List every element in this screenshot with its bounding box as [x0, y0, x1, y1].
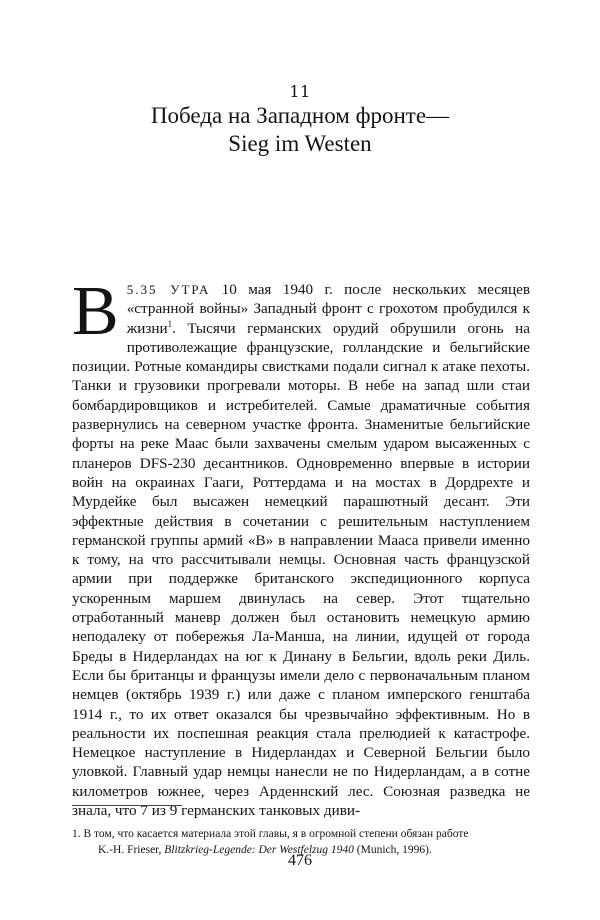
footnote-author: K.-H. Frieser,: [98, 844, 165, 856]
footnote-text: 1. В том, что касается материала этой главы, я в огромной степени обязан работе: [72, 828, 469, 840]
footnote-reference[interactable]: 1: [167, 318, 173, 329]
footnote-book-title: Blitzkrieg-Legende: Der Westfelzug 1940: [164, 844, 354, 856]
page-number: 476: [288, 852, 312, 869]
chapter-title: [0, 102, 600, 158]
drop-cap: В: [72, 273, 119, 350]
body-paragraph: [72, 273, 530, 820]
footnote-publication: (Munich, 1996).: [353, 844, 432, 856]
body-text-part2: . Тысячи германских орудий обрушили огонь на противолежащие французские, голландские и бельгийские позиции. Ротные командиры свистками подали сигнал к атаке пехоты. Танки и грузовики прогревали моторы. В небе на запад шли стаи бомбардировщиков и истребителей. Самые драматичные события развернулись на северном участке фронта. Знаменитые бельгийские форты на реке Маас были захвачены смелым ударом высаженных с планеров DFS-230 десантников. Одновременно впервые в истории войн на окраинах Гааги, Роттердама и на мостах в Дордрехте и Мурдейке был высажен немецкий парашютный десант. Эти эффектные действия в сочетании с решительным наступлением германской группы армий «В» в направлении Мааса привели именно к тому, на что рассчитывали немцы. Основная часть французской армии при поддержке британского экспедиционного корпуса ускоренным маршем двинулась на север. Этот тщательно отработанный маневр должен был остановить немецкую армию неподалеку от побережья Ла-Манша, на линии, идущей от города Бреды в Нидерландах на юг к Динану в Бельгии, вдоль реки Диль. Если бы британцы и французы имели дело с первоначальным планом немцев (октябрь 1939 г.) или даже с планом имперского генштаба 1914 г., то их ответ оказался бы чрезвычайно эффективным. Но в реальности их поспешная реакция стала прелюдией к катастрофе. Немецкое наступление в Нидерландах и Северной Бельгии было уловкой. Главный удар немцы нанесли не по Нидерландам, а в сотне километров южнее, через Арденнский лес. Союзная разведка не знала, что 7 из 9 германских танковых диви-: [72, 319, 530, 820]
time-marker: 5.35 УТРА: [126, 282, 211, 297]
chapter-number: 11: [289, 82, 311, 101]
footnote-divider: [72, 805, 182, 806]
chapter-title-line2: Sieg im Westen: [228, 131, 372, 156]
chapter-title-line1: Победа на Западном фронте—: [150, 103, 450, 128]
body-text-part1: 10 мая 1940 г. после нескольких месяцев «странной войны» Западный фронт с грохотом пробудился к жизни: [126, 281, 530, 337]
